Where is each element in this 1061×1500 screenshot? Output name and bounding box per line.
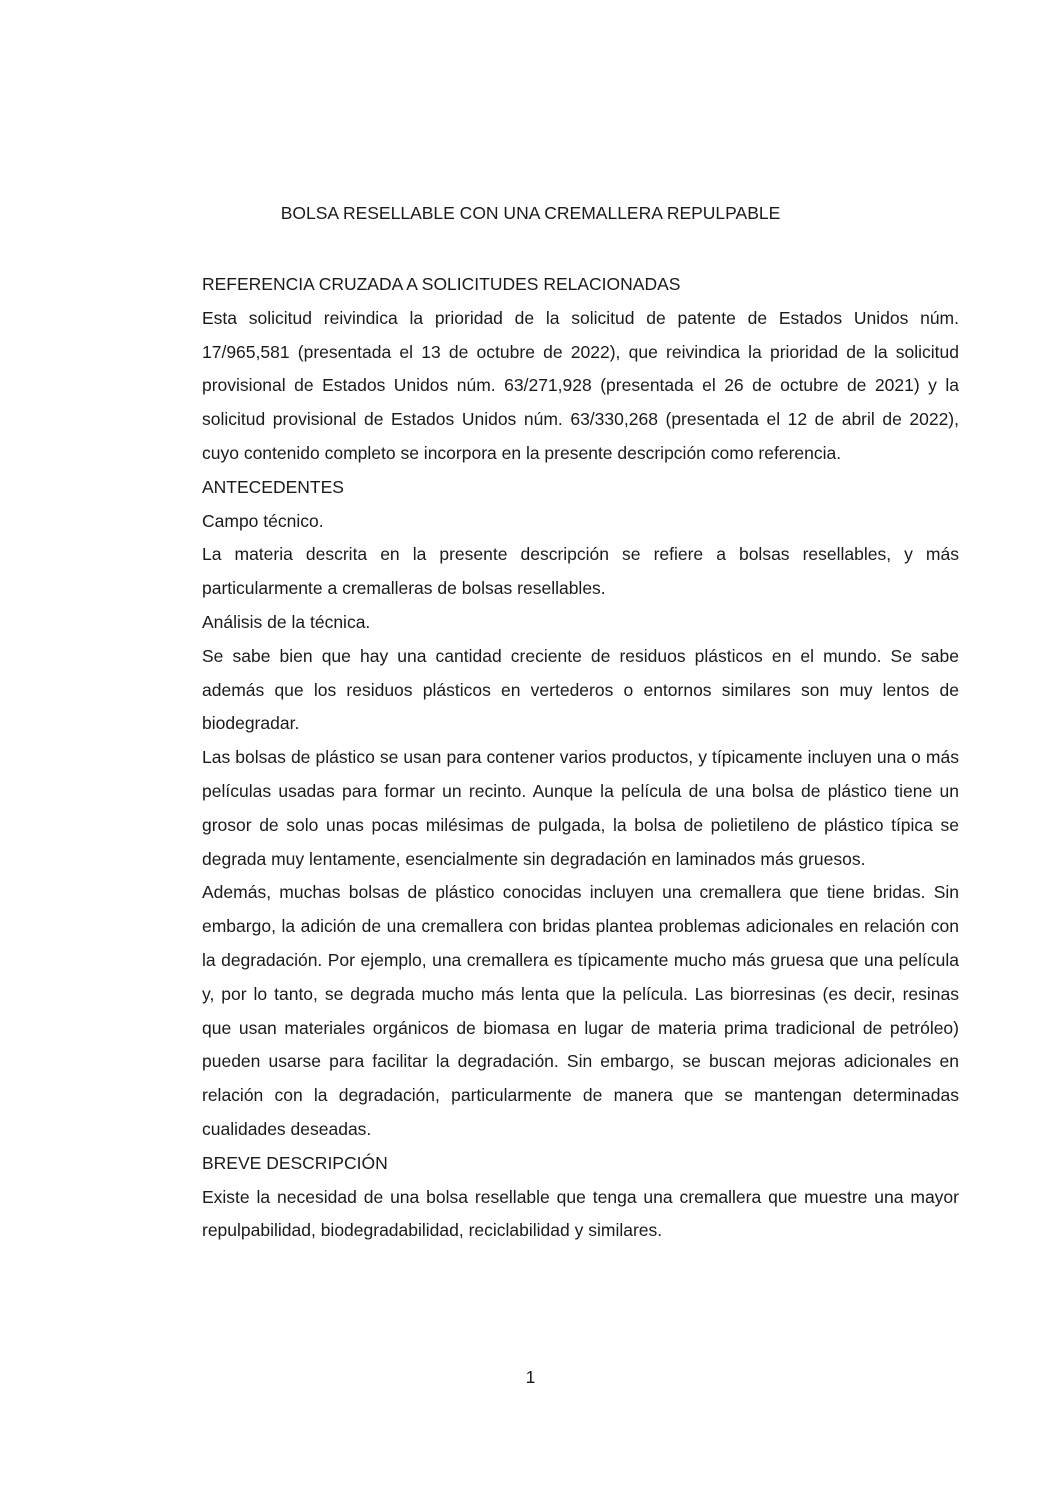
paragraph-technical-field: La materia descrita en la presente descripción se refiere a bolsas resellables, y más particularmente a cremalleras de bolsas resellables. — [202, 544, 959, 599]
paragraph-priority-claim: Esta solicitud reivindica la prioridad de la solicitud de patente de Estados Unidos núm. 17/965,581 (presentada el 13 de octubre de 2022), que reivindica la prioridad de la solicitud provisional de Estados Unidos núm. 63/271,928 (presentada el 26 de octubre de 2021) y la solicitud provisional de Estados Unidos núm. 63/330,268 (presentada el 12 de abril de 2022), cuyo contenido completo se incorpora en la presente descripción como referencia. — [202, 307, 959, 463]
document-body — [202, 268, 959, 1248]
paragraph-plastic-bags: Las bolsas de plástico se usan para contener varios productos, y típicamente incluyen una o más películas usadas para formar un recinto. Aunque la película de una bolsa de plástico tiene un grosor de solo unas pocas milésimas de pulgada, la bolsa de polietileno de plástico típica se degrada muy lentamente, esencialmente sin degradación en laminados más gruesos. — [202, 747, 959, 869]
subheading-technical-field: Campo técnico. — [202, 510, 324, 531]
page-number: 1 — [525, 1367, 536, 1387]
section-heading-brief-description: BREVE DESCRIPCIÓN — [202, 1152, 388, 1173]
paragraph-zipper-flanges: Además, muchas bolsas de plástico conocidas incluyen una cremallera que tiene bridas. Sin embargo, la adición de una cremallera con bridas plantea problemas adicionales en relación con la degradación. Por ejemplo, una cremallera es típicamente mucho más gruesa que una película y, por lo tanto, se degrada mucho más lenta que la película. Las biorresinas (es decir, resinas que usan materiales orgánicos de biomasa en lugar de materia prima tradicional de petróleo) pueden usarse para facilitar la degradación. Sin embargo, se buscan mejoras adicionales en relación con la degradación, particularmente de manera que se mantengan determinadas cualidades deseadas. — [202, 882, 959, 1139]
section-heading-cross-reference: REFERENCIA CRUZADA A SOLICITUDES RELACIONADAS — [202, 274, 681, 294]
paragraph-plastic-waste: Se sabe bien que hay una cantidad creciente de residuos plásticos en el mundo. Se sabe además que los residuos plásticos en vertederos o entornos similares son muy lentos de biodegradar. — [202, 645, 959, 734]
subheading-prior-art: Análisis de la técnica. — [202, 611, 371, 632]
section-heading-background: ANTECEDENTES — [202, 476, 344, 497]
document-title: BOLSA RESELLABLE CON UNA CREMALLERA REPULPABLE — [280, 203, 781, 223]
paragraph-need: Existe la necesidad de una bolsa resellable que tenga una cremallera que muestre una mayor repulpabilidad, biodegradabilidad, reciclabilidad y similares. — [202, 1186, 959, 1241]
